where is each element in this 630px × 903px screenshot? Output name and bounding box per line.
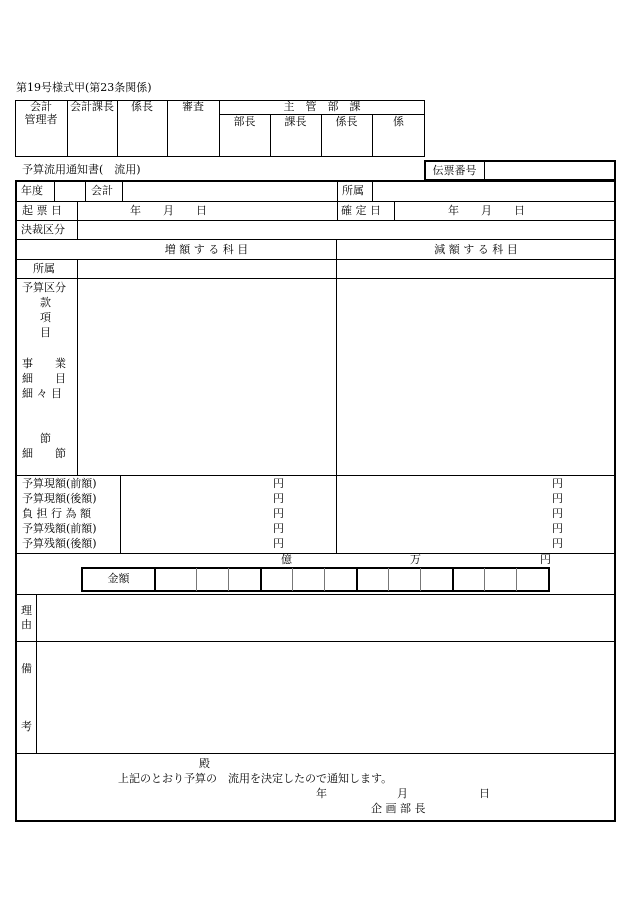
- nendo-label: 年度: [21, 184, 43, 197]
- unit-oku: 億: [281, 553, 292, 566]
- approval-sub-label: 係: [393, 115, 404, 128]
- approval-label: 審査: [182, 100, 204, 113]
- footer-year: 年: [316, 787, 327, 800]
- yen-unit: 円: [273, 492, 284, 505]
- footer-day: 日: [479, 787, 490, 800]
- approval-sub-label: 係長: [335, 115, 358, 128]
- footer-month: 月: [397, 787, 408, 800]
- biko-label: 考: [21, 720, 32, 733]
- kamoku-label: 款: [40, 296, 51, 309]
- kihyobi-label: 起 票 日: [22, 204, 62, 217]
- yen-unit: 円: [552, 507, 563, 520]
- kamoku-label: 予算区分: [22, 281, 66, 294]
- approval-label: 会計課長: [70, 100, 114, 113]
- unit-en: 円: [540, 553, 551, 566]
- approval-label: 主 管 部 課: [283, 100, 361, 113]
- kingaku-label: 金額: [107, 572, 130, 585]
- yen-unit: 円: [552, 477, 563, 490]
- approval-label: 係長: [131, 100, 153, 113]
- gengaku-header: 減 額 す る 科 目: [434, 243, 518, 256]
- yen-unit: 円: [273, 537, 284, 550]
- riyu-label: 由: [21, 618, 32, 631]
- dono: 殿: [199, 757, 210, 770]
- shozoku-label: 所属: [342, 184, 364, 197]
- denpyo-label: 伝票番号: [432, 164, 477, 177]
- yen-unit: 円: [273, 477, 284, 490]
- amount-label: 予算現額(後額): [22, 492, 97, 505]
- kakuteibi-date: 年 月 日: [448, 204, 525, 217]
- kaikei-label: 会計: [91, 184, 113, 197]
- yen-unit: 円: [552, 537, 563, 550]
- zogaku-header: 増 額 す る 科 目: [164, 243, 249, 256]
- shozoku-row-label: 所属: [33, 262, 55, 275]
- approval-sub-label: 課長: [284, 115, 307, 128]
- kamoku-label: 節: [40, 432, 51, 445]
- kessai-label: 決裁区分: [21, 223, 65, 236]
- amount-label: 予算残額(前額): [22, 522, 97, 535]
- yen-unit: 円: [552, 492, 563, 505]
- yen-unit: 円: [273, 507, 284, 520]
- kamoku-label: 事 業: [22, 357, 66, 370]
- amount-label: 予算現額(前額): [22, 477, 97, 490]
- biko-label: 備: [21, 662, 32, 675]
- kihyobi-date: 年 月 日: [130, 204, 207, 217]
- kamoku-label: 目: [40, 326, 51, 339]
- kamoku-label: 細 節: [22, 447, 66, 460]
- sender: 企 画 部 長: [371, 802, 426, 815]
- form-number: 第19号様式甲(第23条関係): [16, 81, 152, 94]
- notice-message: 上記のとおり予算の 流用を決定したので通知します。: [118, 772, 393, 785]
- form-title: 予算流用通知書( 流用): [22, 163, 141, 176]
- yen-unit: 円: [552, 522, 563, 535]
- amount-label: 予算残額(後額): [22, 537, 97, 550]
- approval-label: 管理者: [24, 113, 58, 126]
- kamoku-label: 項: [40, 311, 51, 324]
- approval-sub-label: 部長: [233, 115, 256, 128]
- kamoku-label: 細 目: [22, 372, 66, 385]
- riyu-label: 理: [21, 604, 32, 617]
- kamoku-label: 細 々 目: [22, 387, 62, 400]
- amount-label: 負 担 行 為 額: [22, 507, 91, 520]
- approval-label: 会計: [30, 100, 52, 113]
- kakuteibi-label: 確 定 日: [341, 204, 381, 217]
- yen-unit: 円: [273, 522, 284, 535]
- unit-man: 万: [410, 553, 421, 566]
